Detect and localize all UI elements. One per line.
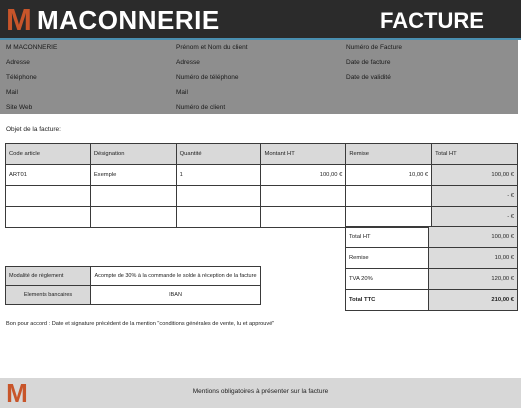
payment-mode-value: Acompte de 30% à la commande le solde à réception de la facture: [91, 267, 261, 286]
table-row: [6, 186, 518, 207]
col-header-quantity: Quantité: [176, 144, 261, 165]
total-ttc-label: Total TTC: [346, 290, 429, 311]
bank-details-value: IBAN: [91, 286, 261, 305]
total-ht-label: Total HT: [346, 227, 429, 248]
client-address: Adresse: [176, 59, 200, 66]
cell-amount: [261, 186, 346, 207]
discount-value: 10,00 €: [429, 248, 518, 269]
discount-row: [346, 248, 518, 269]
total-ht-value: 100,00 €: [429, 227, 518, 248]
totals-table: [345, 226, 518, 311]
client-number: Numéro de client: [176, 104, 226, 111]
cell-discount: [346, 186, 432, 207]
cell-quantity: 1: [176, 165, 261, 186]
cell-quantity: [176, 186, 261, 207]
payment-mode-label: Modalité de règlement: [6, 267, 91, 286]
info-panel: [0, 40, 518, 114]
client-name: Prénom et Nom du client: [176, 44, 248, 51]
invoice-number: Numéro de Facture: [346, 44, 402, 51]
cell-total: - €: [432, 207, 518, 228]
col-header-discount: Remise: [346, 144, 432, 165]
cell-designation: [90, 207, 176, 228]
vat-row: [346, 269, 518, 290]
bank-details-row: [6, 286, 261, 305]
bank-details-label: Elements bancaires: [6, 286, 91, 305]
footer-legal-note: Mentions obligatoires à présenter sur la facture: [192, 388, 329, 395]
seller-mail: Mail: [6, 89, 18, 96]
cell-total: 100,00 €: [432, 165, 518, 186]
client-mail: Mail: [176, 89, 188, 96]
total-ht-row: [346, 227, 518, 248]
document-title: FACTURE: [380, 8, 484, 33]
invoice-subject: Objet de la facture:: [6, 126, 61, 133]
col-header-code: Code article: [6, 144, 91, 165]
seller-website: Site Web: [6, 104, 33, 111]
payment-mode-row: [6, 267, 261, 286]
approval-note: Bon pour accord : Date et signature précédent de la mention "conditions générales de vente, lu et approuvé": [6, 321, 275, 327]
payment-table: [5, 266, 261, 305]
cell-amount: [261, 207, 346, 228]
items-table: [5, 143, 518, 228]
total-ttc-row: [346, 290, 518, 311]
client-phone: Numéro de téléphone: [176, 74, 239, 81]
seller-phone: Téléphone: [6, 74, 37, 81]
cell-discount: [346, 207, 432, 228]
cell-discount: 10,00 €: [346, 165, 432, 186]
cell-code: [6, 186, 91, 207]
cell-amount: 100,00 €: [261, 165, 346, 186]
col-header-designation: Désignation: [90, 144, 176, 165]
logo-m-icon: M: [6, 2, 32, 37]
col-header-amount: Montant HT: [261, 144, 346, 165]
total-ttc-value: 210,00 €: [429, 290, 518, 311]
cell-code: [6, 207, 91, 228]
col-header-total: Total HT: [432, 144, 518, 165]
table-row: [6, 207, 518, 228]
company-name: MACONNERIE: [37, 5, 220, 35]
vat-value: 120,00 €: [429, 269, 518, 290]
invoice-date: Date de facture: [346, 59, 391, 66]
cell-code: ART01: [6, 165, 91, 186]
validity-date: Date de validité: [346, 74, 391, 81]
discount-label: Remise: [346, 248, 429, 269]
cell-designation: Exemple: [90, 165, 176, 186]
items-header-row: [6, 144, 518, 165]
seller-name: M MACONNERIE: [6, 44, 58, 51]
cell-total: - €: [432, 186, 518, 207]
cell-designation: [90, 186, 176, 207]
vat-label: TVA 20%: [346, 269, 429, 290]
cell-quantity: [176, 207, 261, 228]
table-row: [6, 165, 518, 186]
seller-address: Adresse: [6, 59, 30, 66]
footer-logo-m-icon: M: [2, 380, 32, 407]
